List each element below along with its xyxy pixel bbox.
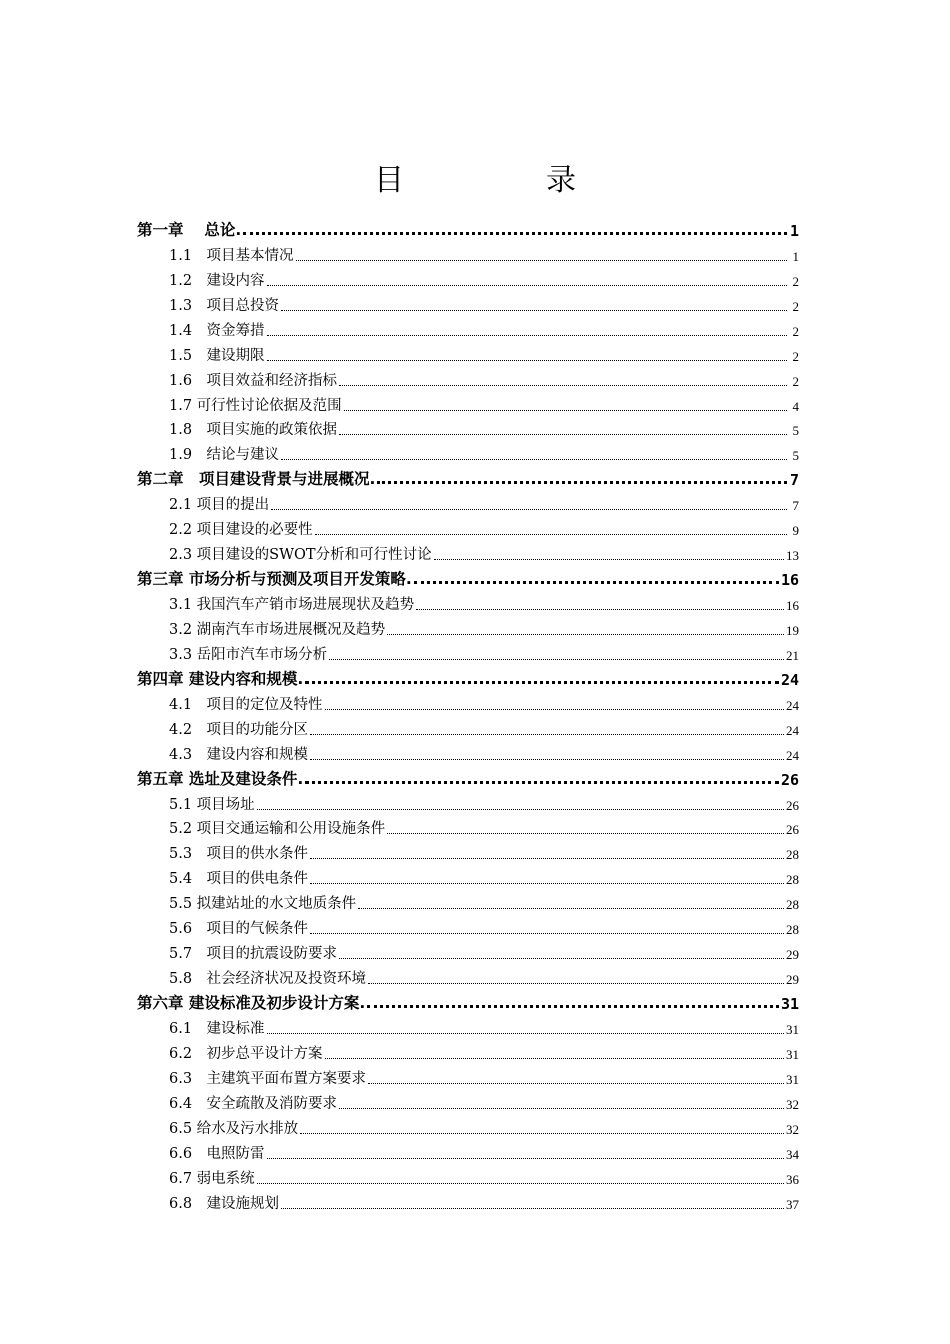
toc-dot-leader xyxy=(325,699,784,710)
toc-dot-leader xyxy=(367,995,779,1008)
toc-chapter-entry[interactable] xyxy=(137,764,799,789)
toc-section-entry[interactable] xyxy=(137,514,799,539)
toc-page-number: 29 xyxy=(786,947,799,963)
toc-page-number: 32 xyxy=(786,1121,799,1137)
toc-page-number: 28 xyxy=(786,897,799,913)
toc-page-number: 24 xyxy=(786,747,799,763)
toc-dot-leader xyxy=(267,1148,784,1159)
toc-section-entry[interactable] xyxy=(137,938,799,963)
toc-section-entry[interactable] xyxy=(137,365,799,390)
toc-entry-label: 3.2 湖南汽车市场进展概况及趋势 xyxy=(169,621,386,638)
toc-dot-leader xyxy=(315,524,787,535)
toc-page-number: 2 xyxy=(792,298,799,314)
toc-entry-label: 1.9 结论与建议 xyxy=(169,447,280,464)
toc-entry-label: 第四章 建设内容和规模. xyxy=(137,669,304,688)
toc-entry-label: 5.6 项目的气候条件 xyxy=(169,921,309,938)
toc-dot-leader xyxy=(339,375,787,386)
toc-dot-leader xyxy=(271,499,787,510)
toc-section-entry[interactable] xyxy=(137,913,799,938)
toc-entry-label: 1.5 建设期限 xyxy=(169,347,265,364)
toc-section-entry[interactable] xyxy=(137,1138,799,1163)
toc-page-number: 19 xyxy=(786,622,799,638)
toc-page-number: 21 xyxy=(786,647,799,663)
toc-entry-label: 1.3 项目总投资 xyxy=(169,297,280,314)
toc-page-number: 5 xyxy=(792,423,799,439)
toc-dot-leader xyxy=(281,449,787,460)
toc-dot-leader xyxy=(267,275,787,286)
toc-section-entry[interactable] xyxy=(137,265,799,290)
toc-section-entry[interactable] xyxy=(137,589,799,614)
toc-section-entry[interactable] xyxy=(137,1163,799,1188)
toc-section-entry[interactable] xyxy=(137,340,799,365)
toc-entry-label: 第三章 市场分析与预测及项目开发策略. xyxy=(137,570,412,589)
toc-dot-leader xyxy=(257,1173,784,1184)
toc-dot-leader xyxy=(281,1198,784,1209)
toc-page-number: 16 xyxy=(786,598,799,613)
toc-chapter-entry[interactable] xyxy=(137,215,799,240)
toc-page-number: 4 xyxy=(792,398,799,414)
toc-entry-label: 6.4 安全疏散及消防要求 xyxy=(169,1095,338,1112)
toc-entry-label: 2.2 项目建设的必要性 xyxy=(169,522,313,539)
toc-entry-label: 5.4 项目的供电条件 xyxy=(169,871,309,888)
toc-entry-label: 6.6 电照防雷 xyxy=(169,1145,265,1162)
toc-entry-label: 6.7 弱电系统 xyxy=(169,1170,255,1187)
toc-section-entry[interactable] xyxy=(137,814,799,839)
toc-dot-leader xyxy=(368,973,784,984)
toc-entry-label: 5.5 拟建站址的水文地质条件 xyxy=(169,896,357,913)
toc-section-entry[interactable] xyxy=(137,714,799,739)
toc-dot-leader xyxy=(267,1023,784,1034)
toc-page-number: 26 xyxy=(786,822,799,838)
toc-list xyxy=(137,215,799,1213)
toc-page-number: 13 xyxy=(786,548,799,564)
toc-entry-label: 2.1 项目的提出 xyxy=(169,497,270,514)
toc-page-number: 34 xyxy=(786,1146,799,1162)
toc-dot-leader xyxy=(310,848,784,859)
toc-entry-label: 4.1 项目的定位及特性 xyxy=(169,696,323,713)
toc-page-number: 1 xyxy=(789,221,799,240)
toc-page-number: 31 xyxy=(786,1021,799,1037)
toc-dot-leader xyxy=(310,749,784,760)
toc-page-number: 24 xyxy=(786,697,799,713)
toc-section-entry[interactable] xyxy=(137,1113,799,1138)
toc-page-number: 36 xyxy=(786,1171,799,1187)
toc-entry-label: 5.1 项目场址 xyxy=(169,796,255,813)
toc-dot-leader xyxy=(387,624,784,635)
toc-section-entry[interactable] xyxy=(137,689,799,714)
toc-section-entry[interactable] xyxy=(137,1013,799,1038)
toc-entry-label: 4.3 建设内容和规模 xyxy=(169,746,309,763)
toc-page-number: 5 xyxy=(792,448,799,464)
toc-dot-leader xyxy=(257,799,784,810)
toc-entry-label: 5.3 项目的供水条件 xyxy=(169,846,309,863)
toc-dot-leader xyxy=(344,400,787,411)
toc-entry-label: 6.1 建设标准 xyxy=(169,1020,265,1037)
toc-dot-leader xyxy=(325,1048,784,1059)
toc-dot-leader xyxy=(310,923,784,934)
toc-page-number: 9 xyxy=(792,523,799,539)
toc-entry-label: 6.8 建设施规划 xyxy=(169,1195,280,1212)
toc-dot-leader xyxy=(434,549,784,560)
toc-chapter-entry[interactable] xyxy=(137,664,799,689)
toc-page-number: 31 xyxy=(786,1046,799,1062)
toc-entry-label: 1.2 建设内容 xyxy=(169,272,265,289)
toc-dot-leader xyxy=(414,571,779,584)
toc-dot-leader xyxy=(300,1123,784,1134)
toc-page-number: 7 xyxy=(792,498,799,514)
toc-entry-label: 1.6 项目效益和经济指标 xyxy=(169,372,338,389)
toc-section-entry[interactable] xyxy=(137,639,799,664)
toc-page-number: 28 xyxy=(786,847,799,863)
toc-dot-leader xyxy=(243,222,787,235)
toc-entry-label: 4.2 项目的功能分区 xyxy=(169,721,309,738)
toc-entry-label: 3.3 岳阳市汽车市场分析 xyxy=(169,646,328,663)
toc-section-entry[interactable] xyxy=(137,838,799,863)
toc-page-number: 2 xyxy=(792,273,799,289)
toc-dot-leader xyxy=(416,599,784,610)
toc-page-number: 2 xyxy=(792,323,799,339)
toc-entry-label: 5.8 社会经济状况及投资环境 xyxy=(169,971,367,988)
toc-page-number: 24 xyxy=(780,670,799,689)
toc-page-number: 16 xyxy=(780,571,799,590)
toc-dot-leader xyxy=(281,300,787,311)
toc-section-entry[interactable] xyxy=(137,290,799,315)
toc-title: 目 录 xyxy=(374,163,632,198)
toc-page-number: 37 xyxy=(786,1196,799,1212)
toc-page-number: 29 xyxy=(786,972,799,988)
toc-dot-leader xyxy=(339,948,784,959)
toc-dot-leader xyxy=(387,823,784,834)
toc-section-entry[interactable] xyxy=(137,1038,799,1063)
toc-entry-label: 6.3 主建筑平面布置方案要求 xyxy=(169,1070,367,1087)
toc-section-entry[interactable] xyxy=(137,1063,799,1088)
toc-entry-label: 第五章 选址及建设条件. xyxy=(137,769,304,788)
toc-section-entry[interactable] xyxy=(137,489,799,514)
toc-page-number: 1 xyxy=(792,248,799,264)
toc-page-number: 31 xyxy=(780,995,799,1013)
toc-dot-leader xyxy=(358,898,784,909)
toc-chapter-entry[interactable] xyxy=(137,564,799,589)
toc-page-number: 32 xyxy=(786,1096,799,1112)
toc-entry-label: 第六章 建设标准及初步设计方案. xyxy=(137,994,366,1012)
toc-entry-label: 6.2 初步总平设计方案 xyxy=(169,1045,323,1062)
toc-section-entry[interactable] xyxy=(137,315,799,340)
toc-dot-leader xyxy=(310,724,784,735)
toc-chapter-entry[interactable] xyxy=(137,988,799,1013)
toc-entry-label: 6.5 给水及污水排放 xyxy=(169,1120,299,1137)
toc-page-number: 26 xyxy=(780,770,799,789)
toc-page-number: 26 xyxy=(786,797,799,813)
toc-dot-leader xyxy=(305,671,779,684)
toc-section-entry[interactable] xyxy=(137,390,799,415)
toc-entry-label: 1.7 可行性讨论依据及范围 xyxy=(169,397,342,414)
toc-page-number: 28 xyxy=(786,922,799,938)
toc-dot-leader xyxy=(377,471,787,484)
toc-page-number: 28 xyxy=(786,872,799,888)
toc-entry-label: 2.3 项目建设的SWOT分析和可行性讨论 xyxy=(169,547,432,564)
toc-dot-leader xyxy=(296,250,787,261)
toc-dot-leader xyxy=(339,1098,784,1109)
toc-page-number: 7 xyxy=(789,471,799,490)
toc-entry-label: 1.1 项目基本情况 xyxy=(169,247,294,264)
toc-section-entry[interactable] xyxy=(137,415,799,440)
toc-section-entry[interactable] xyxy=(137,888,799,913)
toc-section-entry[interactable] xyxy=(137,539,799,564)
toc-entry-label: 第一章 总论. xyxy=(137,220,242,239)
toc-page-number: 2 xyxy=(792,373,799,389)
toc-dot-leader xyxy=(310,873,784,884)
toc-section-entry[interactable] xyxy=(137,1188,799,1213)
toc-dot-leader xyxy=(267,325,787,336)
toc-section-entry[interactable] xyxy=(137,614,799,639)
toc-entry-label: 3.1 我国汽车产销市场进展现状及趋势 xyxy=(169,597,415,613)
toc-page-number: 2 xyxy=(792,348,799,364)
toc-dot-leader xyxy=(329,649,784,660)
toc-section-entry[interactable] xyxy=(137,963,799,988)
toc-section-entry[interactable] xyxy=(137,863,799,888)
toc-page-number: 24 xyxy=(786,722,799,738)
toc-entry-label: 5.2 项目交通运输和公用设施条件 xyxy=(169,821,386,838)
toc-section-entry[interactable] xyxy=(137,240,799,265)
toc-chapter-entry[interactable] xyxy=(137,464,799,489)
toc-section-entry[interactable] xyxy=(137,789,799,814)
toc-entry-label: 1.4 资金筹措 xyxy=(169,322,265,339)
toc-section-entry[interactable] xyxy=(137,739,799,764)
toc-dot-leader xyxy=(267,350,787,361)
toc-page-number: 31 xyxy=(786,1071,799,1087)
toc-entry-label: 5.7 项目的抗震设防要求 xyxy=(169,946,338,963)
toc-dot-leader xyxy=(339,424,787,435)
toc-entry-label: 第二章 项目建设背景与进展概况. xyxy=(137,470,376,489)
toc-section-entry[interactable] xyxy=(137,439,799,464)
toc-dot-leader xyxy=(305,771,779,784)
toc-dot-leader xyxy=(368,1073,784,1084)
toc-entry-label: 1.8 项目实施的政策依据 xyxy=(169,422,338,439)
toc-section-entry[interactable] xyxy=(137,1088,799,1113)
